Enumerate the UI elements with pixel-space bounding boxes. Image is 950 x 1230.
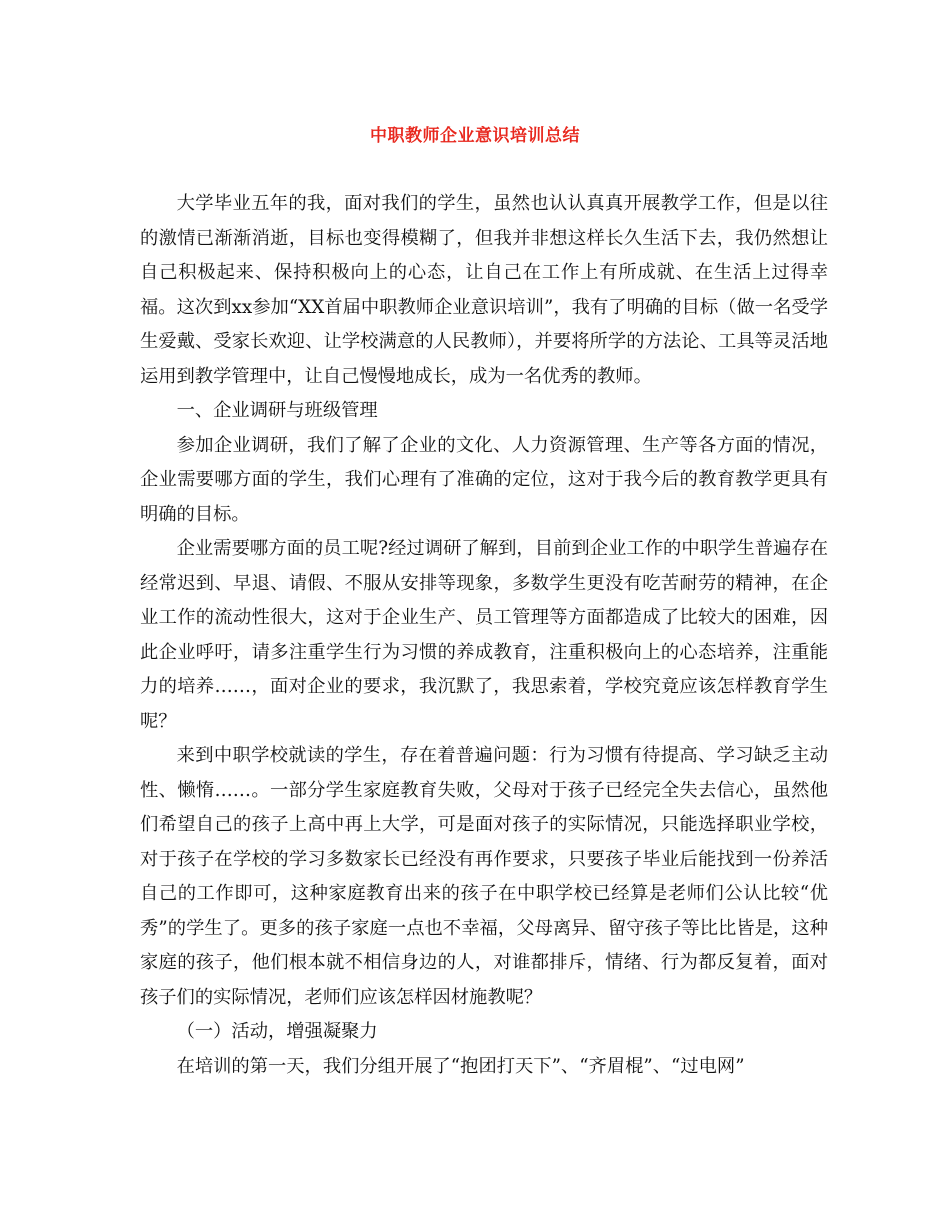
paragraph-training-day: 在培训的第一天，我们分组开展了“抱团打天下”、“齐眉棍”、“过电网” [176,1055,745,1077]
subsection-heading-activities: （一）活动，增强凝聚力 [176,1021,378,1042]
paragraph-research: 参加企业调研，我们了解了企业的文化、人力资源管理、生产等各方面的情况，企业需要哪方面的学生，我们心理有了准确的定位，这对于我今后的教育教学更具有明确的目标。 [140,434,828,525]
section-heading-enterprise-research: 一、企业调研与班级管理 [176,400,378,421]
paragraph-intro: 大学毕业五年的我，面对我们的学生，虽然也认认真真开展教学工作，但是以往的激情已渐渐消逝，目标也变得模糊了，但我并非想这样长久生活下去，我仍然想让自己积极起来、保持积极向上的心态，让自己在工作上有所成就、在生活上过得幸福。这次到xx参加“XX首届中职教师企业意识培训”，我有了明确的目标（做一名受学生爱戴、受家长欢迎、让学校满意的人民教师），并要将所学的方法论、工具等灵活地运用到教学管理中，让自己慢慢地成长，成为一名优秀的教师。 [140,193,828,387]
paragraph-employee-needs: 企业需要哪方面的员工呢?经过调研了解到，目前到企业工作的中职学生普遍存在经常迟到、早退、请假、不服从安排等现象，多数学生更没有吃苦耐劳的精神，在企业工作的流动性很大，这对于企业生产、员工管理等方面都造成了比较大的困难，因此企业呼吁，请多注重学生行为习惯的养成教育，注重积极向上的心态培养，注重能力的培养……，面对企业的要求，我沉默了，我思索着，学校究竟应该怎样教育学生呢？ [140,538,828,732]
document-body [140,187,828,1084]
paragraph-students: 来到中职学校就读的学生，存在着普遍问题：行为习惯有待提高、学习缺乏主动性、懒惰……。一部分学生家庭教育失败，父母对于孩子已经完全失去信心，虽然他们希望自己的孩子上高中再上大学，可是面对孩子的实际情况，只能选择职业学校，对于孩子在学校的学习多数家长已经没有再作要求，只要孩子毕业后能找到一份养活自己的工作即可，这种家庭教育出来的孩子在中职学校已经算是老师们公认比较“优秀”的学生了。更多的孩子家庭一点也不幸福，父母离异、留守孩子等比比皆是，这种家庭的孩子，他们根本就不相信身边的人，对谁都排斥，情绪、行为都反复着，面对孩子们的实际情况，老师们应该怎样因材施教呢？ [140,745,828,1008]
document-title: 中职教师企业意识培训总结 [370,126,580,146]
